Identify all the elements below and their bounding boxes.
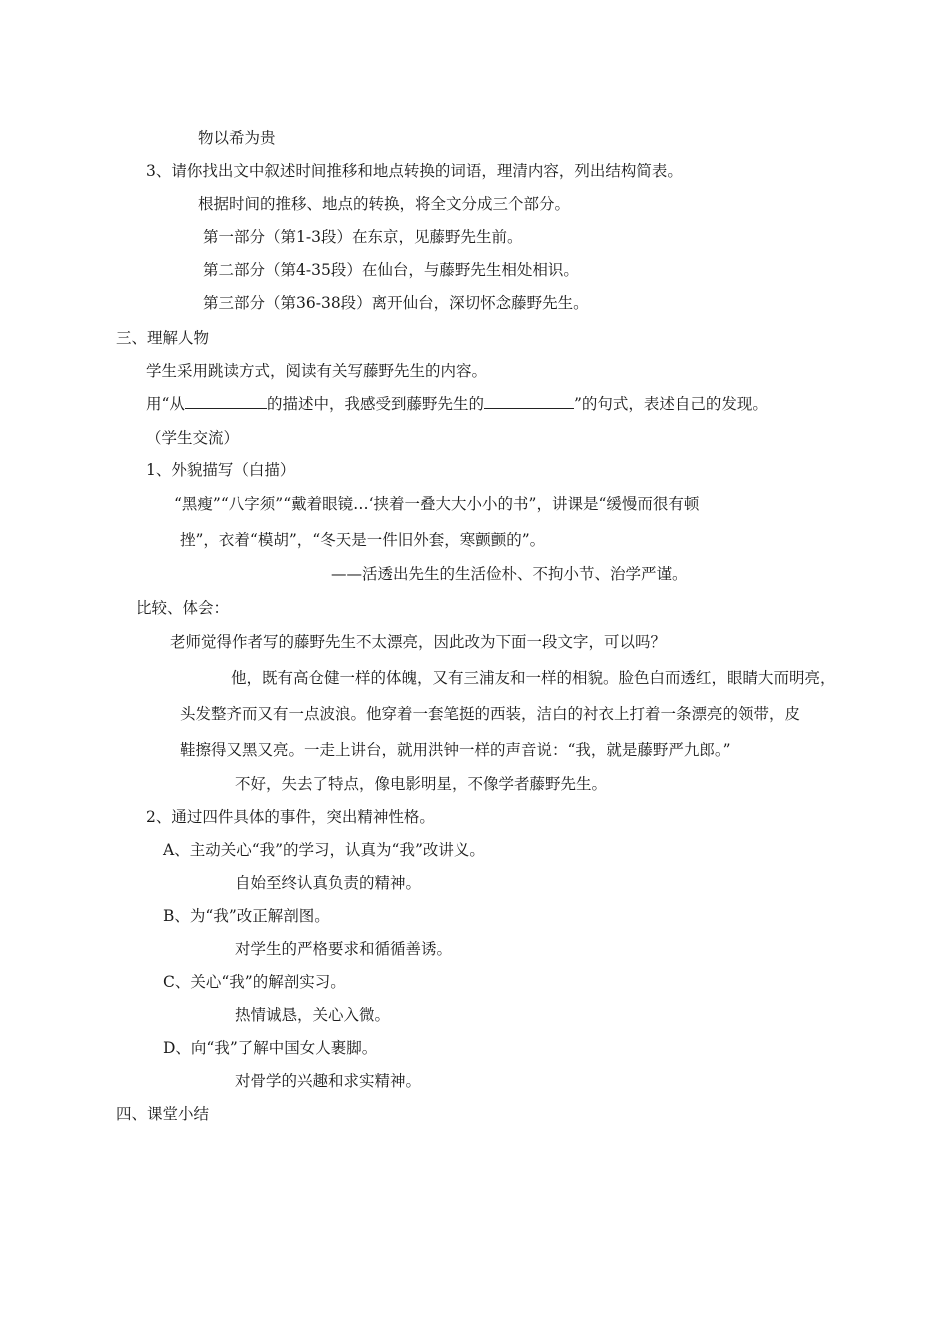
text-line: 不好，失去了特点，像电影明星，不像学者藤野先生。 <box>235 775 608 793</box>
section-heading-3: 三、理解人物 <box>116 329 210 347</box>
item-2-heading: 2、通过四件具体的事件，突出精神性格。 <box>146 808 435 826</box>
pattern-end: ”的句式，表述自己的发现。 <box>573 395 768 413</box>
text-line: 鞋擦得又黑又亮。一走上讲台，就用洪钟一样的声音说：“我，就是藤野严九郎。” <box>180 741 731 759</box>
pattern-middle: 的描述中，我感受到藤野先生的 <box>266 395 484 413</box>
event-a-meaning: 自始至终认真负责的精神。 <box>235 874 422 892</box>
text-line: ——活透出先生的生活俭朴、不拘小节、治学严谨。 <box>331 565 688 583</box>
text-line: 物以希为贵 <box>198 129 276 147</box>
event-c: C、关心“我”的解剖实习。 <box>163 973 346 991</box>
text-line: 头发整齐而又有一点波浪。他穿着一套笔挺的西装，洁白的衬衣上打着一条漂亮的领带，皮 <box>180 705 801 723</box>
event-d-meaning: 对骨学的兴趣和求实精神。 <box>235 1072 422 1090</box>
event-a: A、主动关心“我”的学习，认真为“我”改讲义。 <box>163 841 485 859</box>
part-2: 第二部分（第4-35段）在仙台，与藤野先生相处相识。 <box>203 261 579 279</box>
event-d: D、向“我”了解中国女人裹脚。 <box>163 1039 378 1057</box>
event-b: B、为“我”改正解剖图。 <box>163 907 330 925</box>
text-line: 根据时间的推移、地点的转换，将全文分成三个部分。 <box>198 195 571 213</box>
text-line: 挫”，衣着“模胡”，“冬天是一件旧外套，寒颤颤的”。 <box>180 531 546 549</box>
event-c-meaning: 热情诚恳，关心入微。 <box>235 1006 391 1024</box>
text-line: 他，既有高仓健一样的体魄，又有三浦友和一样的相貌。脸色白而透红，眼睛大而明亮， <box>231 669 836 687</box>
fill-blank-1 <box>185 394 267 409</box>
part-1: 第一部分（第1-3段）在东京，见藤野先生前。 <box>203 228 523 246</box>
text-line: 学生采用跳读方式，阅读有关写藤野先生的内容。 <box>146 362 488 380</box>
item-1-heading: 1、外貌描写（白描） <box>146 461 296 479</box>
part-3: 第三部分（第36-38段）离开仙台，深切怀念藤野先生。 <box>203 294 589 312</box>
event-b-meaning: 对学生的严格要求和循循善诱。 <box>235 940 453 958</box>
pattern-start: 用“从 <box>146 395 185 413</box>
sentence-pattern <box>146 394 768 414</box>
section-heading-4: 四、课堂小结 <box>116 1105 210 1123</box>
question-3: 3、请你找出文中叙述时间推移和地点转换的词语，理清内容，列出结构简表。 <box>146 162 683 180</box>
text-line: 比较、体会： <box>136 599 230 617</box>
text-line: （学生交流） <box>146 429 240 447</box>
text-line: 老师觉得作者写的藤野先生不太漂亮，因此改为下面一段文字，可以吗？ <box>170 633 667 651</box>
text-line: “黑瘦”“八字须”“戴着眼镜…‘挟着一叠大大小小的书”，讲课是“缓慢而很有顿 <box>174 495 700 513</box>
fill-blank-2 <box>484 394 574 409</box>
